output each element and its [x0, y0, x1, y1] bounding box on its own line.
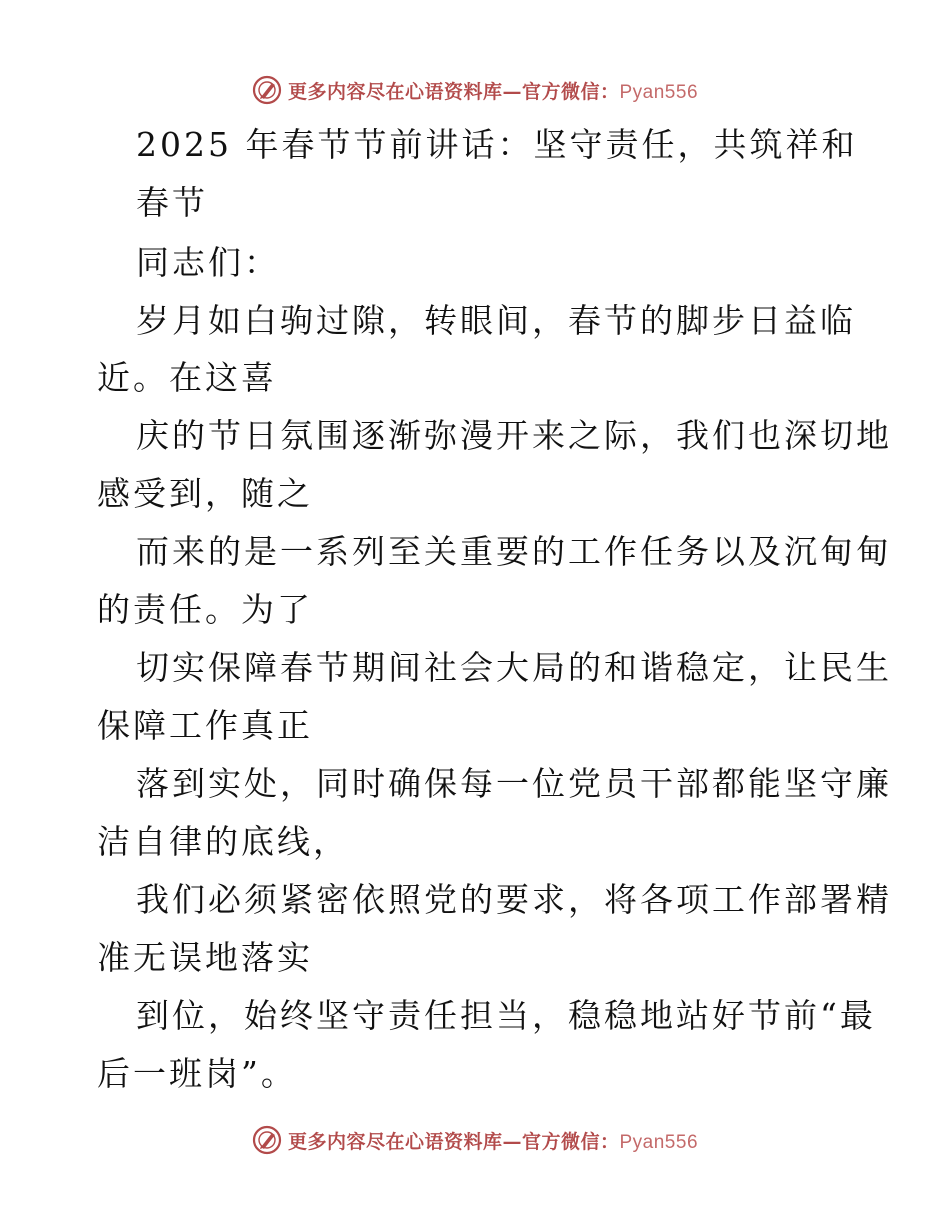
paragraph-line: 近。在这喜 [97, 358, 277, 397]
paragraph-line: 感受到，随之 [97, 474, 313, 513]
footer-banner [0, 1120, 950, 1160]
footer-banner-wechat-id: Pyan556 [619, 1131, 699, 1153]
salutation: 同志们： [136, 243, 280, 282]
paragraph-line: 切实保障春节期间社会大局的和谐稳定，让民生 [136, 648, 892, 687]
document-title-line-1: 2025 年春节节前讲话：坚守责任，共筑祥和 [136, 125, 858, 164]
paragraph-line: 庆的节日氛围逐渐弥漫开来之际，我们也深切地 [136, 416, 892, 455]
header-banner [0, 70, 950, 110]
paragraph-line: 到位，始终坚守责任担当，稳稳地站好节前“最 [136, 996, 876, 1035]
footer-banner-text: 更多内容尽在心语资料库—官方微信：Pyan556 [287, 1130, 699, 1153]
document-title-line-2: 春节 [136, 183, 208, 222]
paragraph-line: 洁自律的底线， [97, 822, 349, 861]
header-banner-text: 更多内容尽在心语资料库—官方微信：Pyan556 [287, 80, 699, 103]
pen-logo-icon [252, 1125, 282, 1155]
paragraph-line: 岁月如白驹过隙，转眼间，春节的脚步日益临 [136, 301, 856, 340]
paragraph-line: 保障工作真正 [97, 706, 313, 745]
paragraph-line: 的责任。为了 [97, 590, 313, 629]
paragraph-line: 我们必须紧密依照党的要求，将各项工作部署精 [136, 880, 892, 919]
paragraph-line: 后一班岗”。 [97, 1054, 297, 1093]
pen-logo-icon [252, 75, 282, 105]
paragraph-line: 落到实处，同时确保每一位党员干部都能坚守廉 [136, 764, 892, 803]
paragraph-line: 准无误地落实 [97, 938, 313, 977]
header-banner-wechat-id: Pyan556 [619, 81, 699, 103]
paragraph-line: 而来的是一系列至关重要的工作任务以及沉甸甸 [136, 532, 892, 571]
